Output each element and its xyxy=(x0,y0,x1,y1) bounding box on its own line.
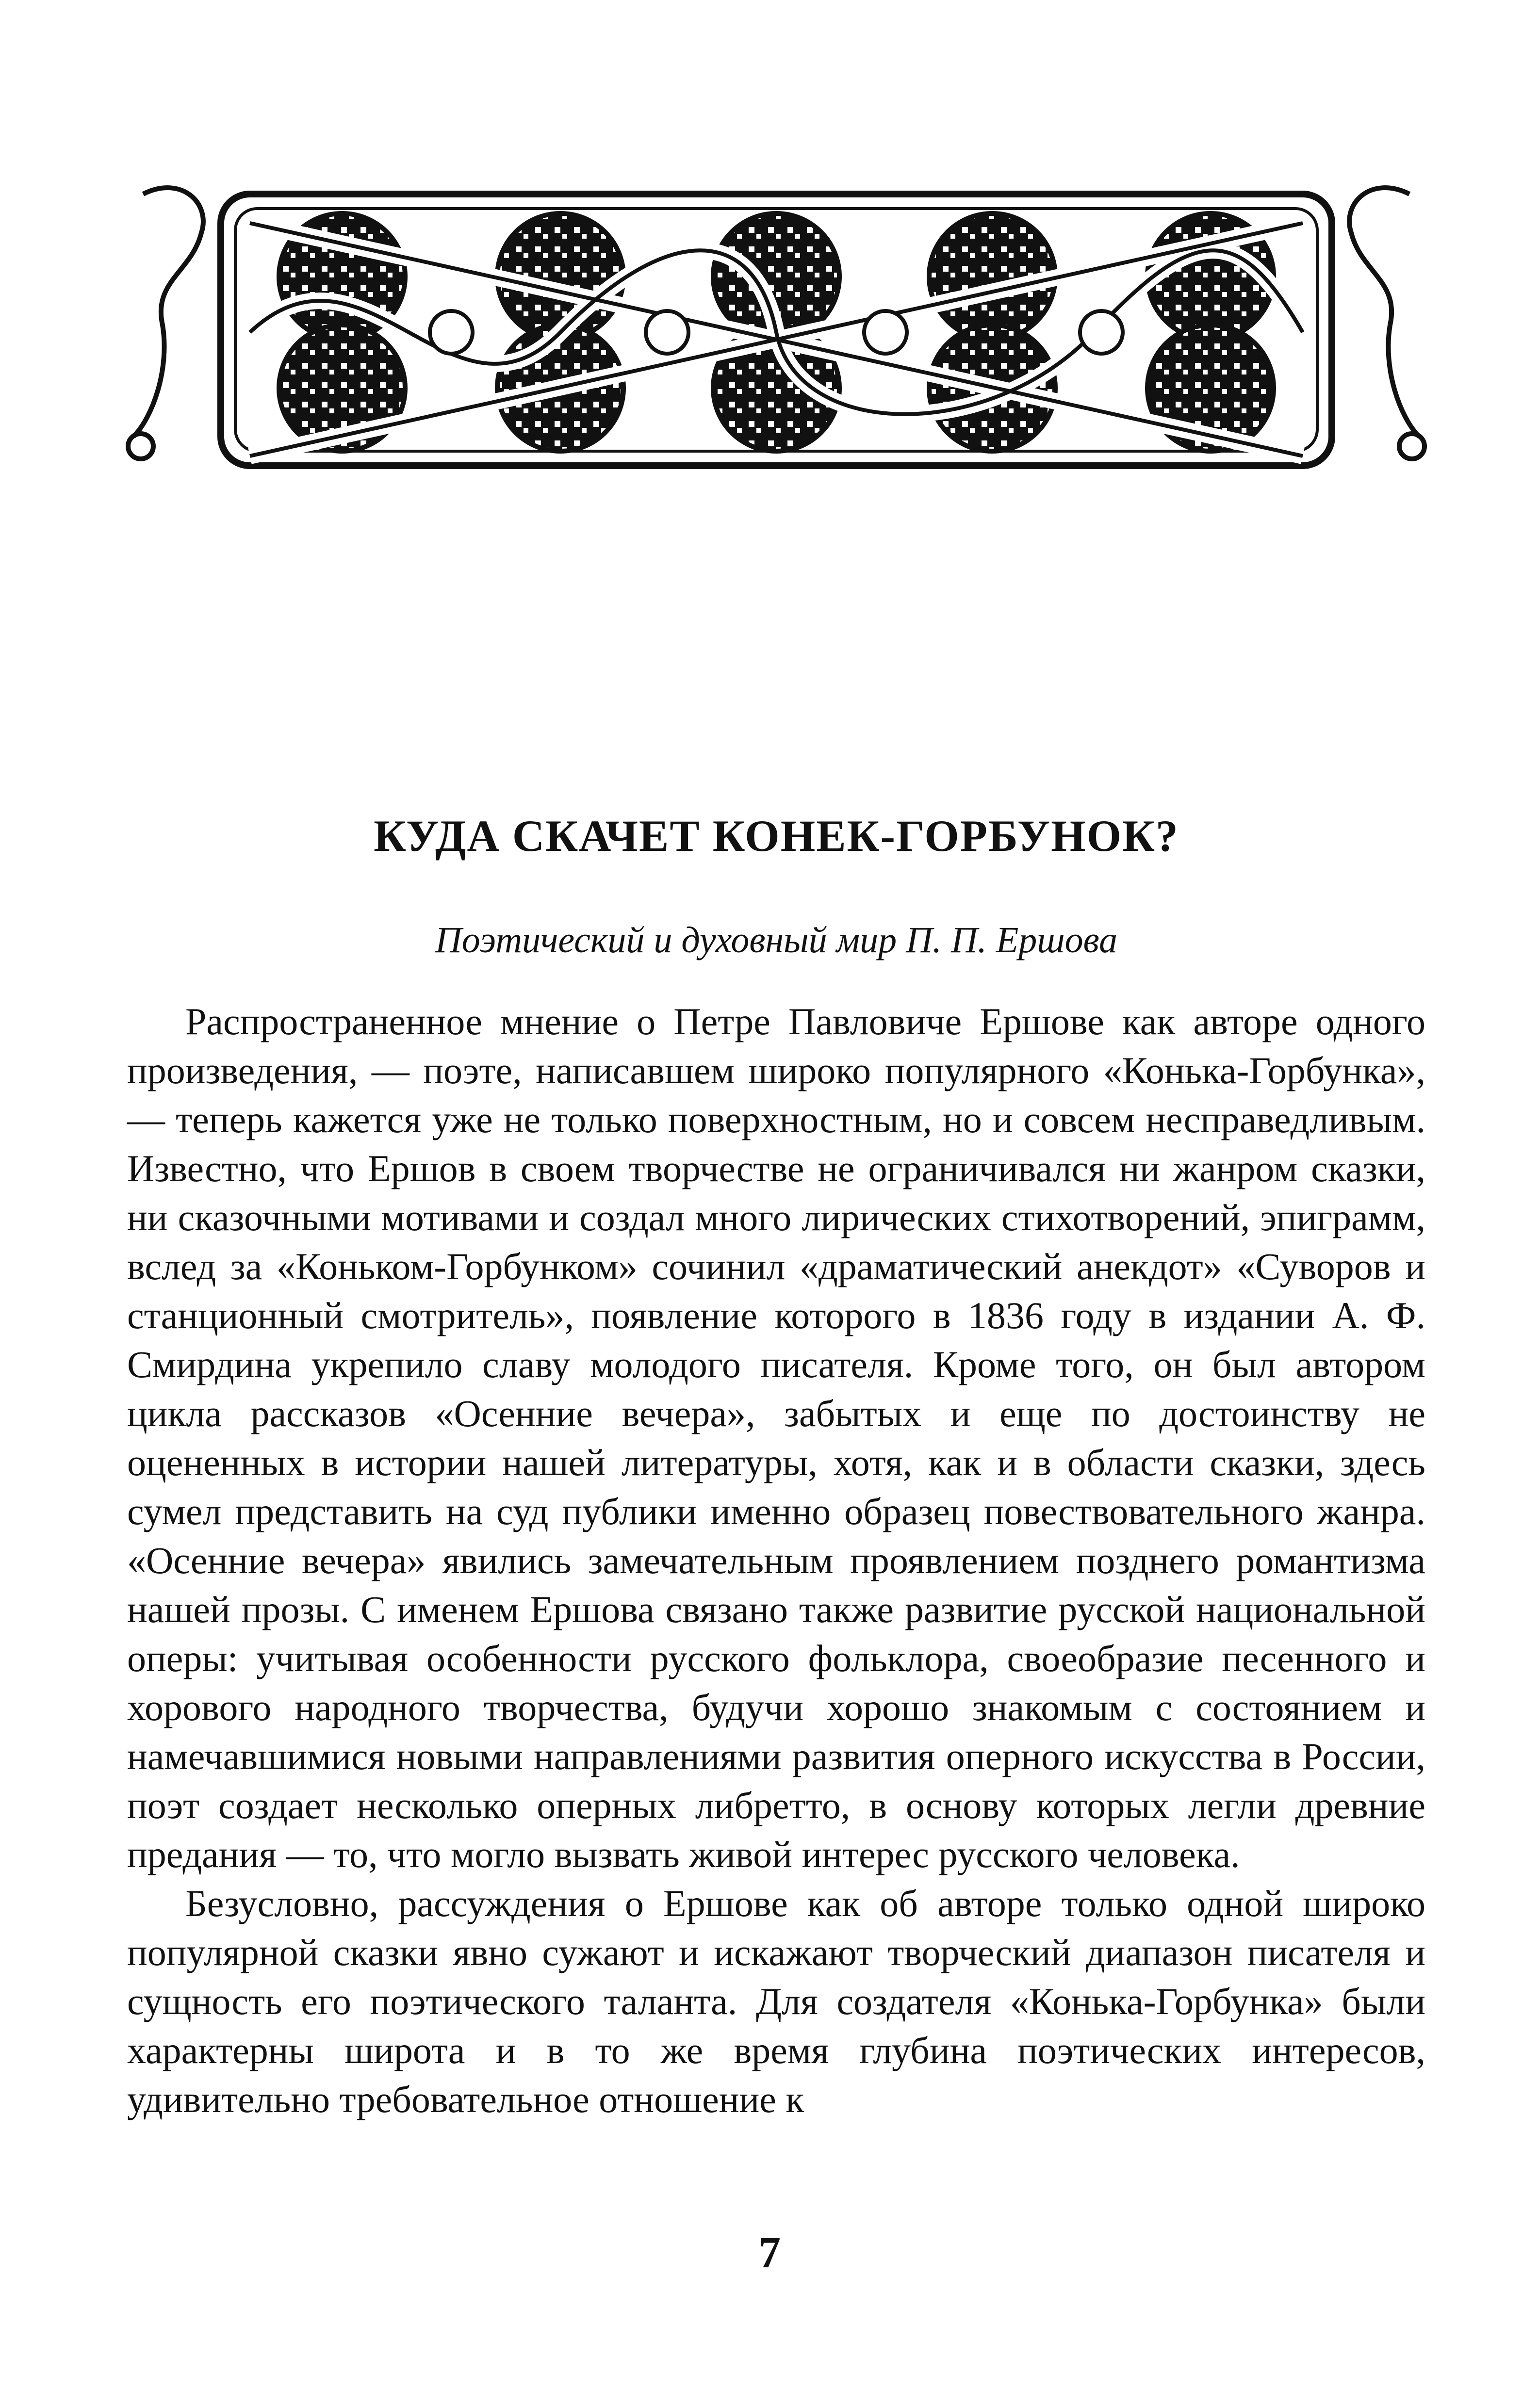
celtic-knot-ornament xyxy=(124,165,1429,514)
paragraph: Распространенное мнение о Петре Павловиче Ершове как авторе одного произведения, — поэте, написавшем широко популярного «Конька-Горбунка», — теперь кажется уже не только поверхностным, но и совсем несправедливым. Известно, что Ершов в своем творчестве не ограничивался ни жанром сказки, ни сказочными мотивами и создал много лирических стихотворений, эпиграмм, вслед за «Коньком-Горбунком» сочинил «драматический анекдот» «Суворов и станционный смотритель», появление которого в 1836 году в издании А. Ф. Смирдина укрепило славу молодого писателя. Кроме того, он был автором цикла рассказов «Осенние вечера», забытых и еще по достоинству не оцененных в истории нашей литературы, хотя, как и в области сказки, здесь сумел представить на суд публики именно образец повествовательного жанра. «Осенние вечера» явились замечательным проявлением позднего романтизма нашей прозы. С именем Ершова связано также развитие русской национальной оперы: учитывая особенности русского фольклора, своеобразие песенного и хорового народного творчества, будучи хорошо знакомым с состоянием и намечавшимися новыми направлениями развития оперного искусства в России, поэт создает несколько оперных либретто, в основу которых легли древние предания — то, что могло вызвать живой интерес русского человека. xyxy=(127,1000,1425,1875)
chapter-subtitle: Поэтический и духовный мир П. П. Ершова xyxy=(435,920,1118,960)
page-number: 7 xyxy=(758,2228,781,2277)
body-text xyxy=(127,997,1425,2124)
chapter-title: КУДА СКАЧЕТ КОНЕК-ГОРБУНОК? xyxy=(374,811,1179,861)
paragraph: Безусловно, рассуждения о Ершове как об авторе только одной широко популярной сказки явно сужают и искажают творческий диапазон писателя и сущность его поэтического таланта. Для создателя «Конька-Горбунка» были характерны широта и в то же время глубина поэтических интересов, удивительно требовательное отношение к xyxy=(127,1882,1425,2120)
